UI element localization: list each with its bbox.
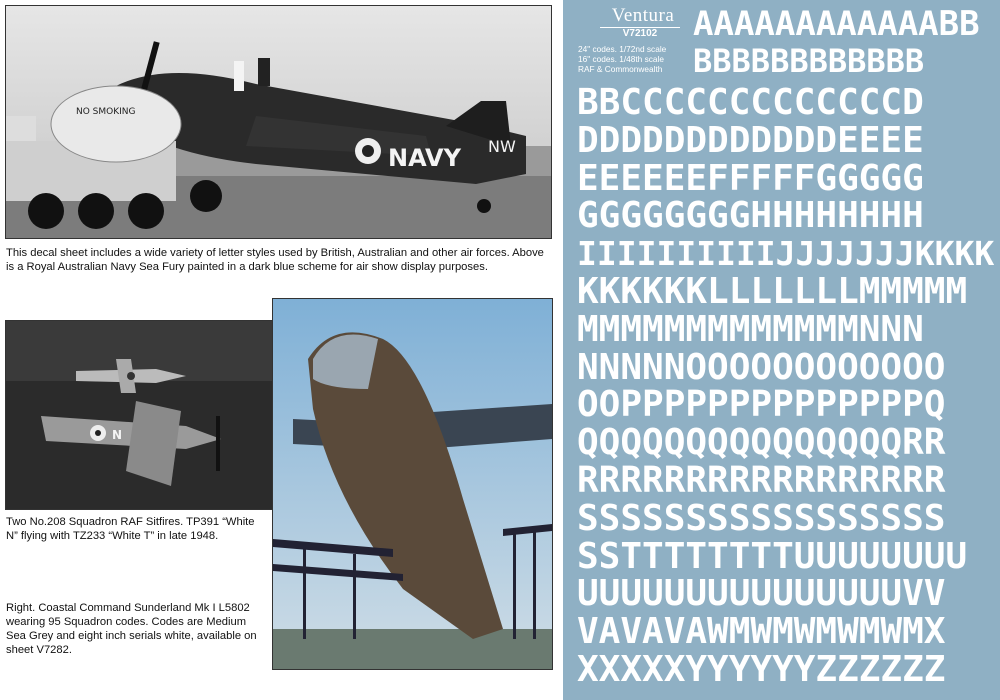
letter-row: SSTTTTTTTTUUUUUUUU: [577, 538, 968, 575]
header-row-2: BBBBBBBBBBBB: [693, 42, 925, 80]
letter-row: QQQQQQQQQQQQQQQRR: [577, 425, 946, 462]
sunderland-caption: Right. Coastal Command Sunderland Mk I L5802 wearing 95 Squadron codes. Codes are Medium Sea Grey and eight inch serials white, available on sheet V7282.: [6, 602, 257, 656]
no-smoking-sign: NO SMOKING: [76, 107, 136, 117]
letter-row: XXXXXYYYYYYZZZZZZ: [577, 652, 946, 688]
sunderland-photo-image: [273, 299, 552, 669]
spitfire-photo: [5, 320, 291, 510]
letter-row: NNNNNOOOOOOOOOOOO: [577, 349, 946, 386]
header-row-1: AAAAAAAAAAAABB: [693, 4, 980, 44]
tail-code-text: NW: [488, 137, 516, 156]
letter-row: SSSSSSSSSSSSSSSSS: [577, 500, 946, 537]
scale-line-1: 24" codes. 1/72nd scale: [578, 44, 667, 54]
letter-row: MMMMMMMMMMMMMNNN: [577, 311, 924, 348]
letter-row: OOPPPPPPPPPPPPPPQ: [577, 387, 946, 424]
letter-row: UUUUUUUUUUUUUUUVV: [577, 576, 946, 613]
letter-row: GGGGGGGGHHHHHHHH: [577, 198, 924, 235]
spitfire-photo-image: [6, 321, 290, 509]
decal-sheet: [563, 0, 1000, 700]
letter-row: BBCCCCCCCCCCCCCD: [577, 85, 924, 121]
main-caption: This decal sheet includes a wide variety of letter styles used by British, Australian and other air forces. Above is a Royal Australian Navy Sea Fury painted in a dark blue scheme for air show display purposes.: [6, 247, 544, 273]
scale-line-3: RAF & Commonwealth: [578, 64, 663, 74]
spitfire-caption: Two No.208 Squadron RAF Sitfires. TP391 “White N” flying with TZ233 “White T” in late 1948.: [6, 516, 255, 542]
sheet-code: V72102: [600, 27, 680, 39]
spitfire-code: N: [112, 428, 123, 442]
scale-line-2: 16" codes. 1/48th scale: [578, 54, 664, 64]
letter-row: DDDDDDDDDDDDEEEE: [577, 122, 924, 159]
seafury-photo: [5, 5, 552, 239]
sunderland-photo: [272, 298, 553, 670]
letter-row: IIIIIIIIIIJJJJJJJKKKK: [577, 236, 995, 273]
letter-row: KKKKKKLLLLLLLMMMMM: [577, 274, 968, 310]
brand-logo: Ventura: [611, 5, 675, 26]
seafury-photo-image: [6, 6, 551, 238]
letter-row: VAVAVAWMWMWMWMWMX: [577, 614, 946, 651]
letter-row: EEEEEEFFFFFGGGGG: [577, 160, 924, 197]
navy-text: NAVY: [388, 144, 461, 172]
letter-row: RRRRRRRRRRRRRRRRR: [577, 463, 946, 499]
